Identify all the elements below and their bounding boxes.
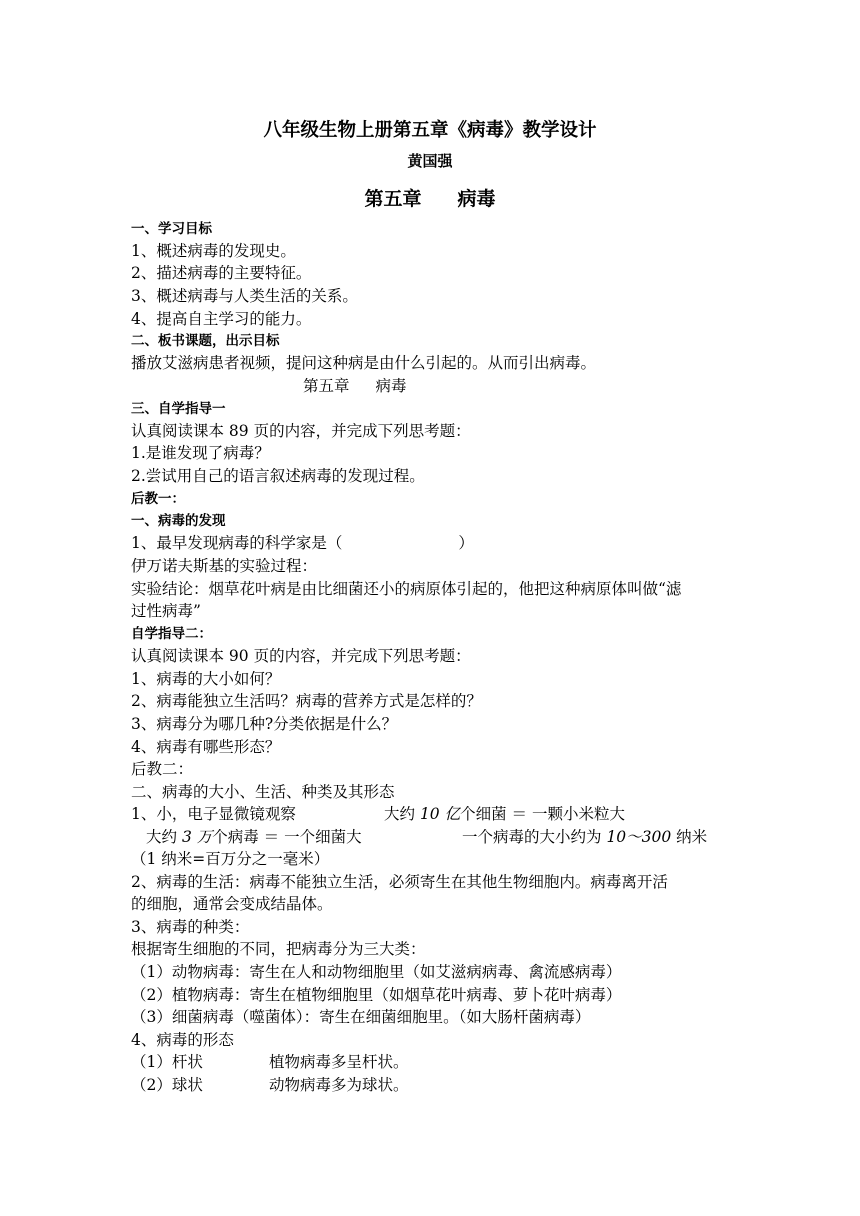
text-span: 个病毒 ＝ 一个细菌大 <box>212 828 362 846</box>
text-line: 后教二： <box>131 760 194 778</box>
italic-number: 10～300 <box>606 828 672 846</box>
text-line: 1.是谁发现了病毒？ <box>131 444 270 462</box>
text-line: 2、病毒能独立生活吗？病毒的营养方式是怎样的？ <box>131 692 482 710</box>
blank-close: ） <box>458 534 474 552</box>
text-line: 二、病毒的大小、生活、种类及其形态 <box>131 783 395 801</box>
text-line: 植物病毒多呈杆状。 <box>269 1053 409 1071</box>
text-line: （3）细菌病毒（噬菌体）：寄生在细菌细胞里。（如大肠杆菌病毒） <box>131 1008 591 1026</box>
section-heading: 一、学习目标 <box>131 221 212 237</box>
board-chapter <box>303 375 407 397</box>
text-line: 1、概述病毒的发现史。 <box>131 242 296 260</box>
section-heading: 一、病毒的发现 <box>131 513 226 529</box>
text-line: 4、病毒有哪些形态？ <box>131 738 281 756</box>
italic-number: 3 万 <box>181 828 213 846</box>
text-span: 大约 <box>146 828 182 846</box>
chapter-heading <box>0 184 860 211</box>
section-heading: 自学指导二： <box>131 626 212 642</box>
text-line: 2.尝试用自己的语言叙述病毒的发现过程。 <box>131 467 425 485</box>
text-line: 伊万诺夫斯基的实验过程： <box>131 557 318 575</box>
text-line: （1）动物病毒：寄生在人和动物细胞里（如艾滋病病毒、禽流感病毒） <box>131 963 622 981</box>
text-line: （2）球状 <box>131 1076 203 1094</box>
text-line: （2）植物病毒：寄生在植物细胞里（如烟草花叶病毒、萝卜花叶病毒） <box>131 986 622 1004</box>
text-line: 3、概述病毒与人类生活的关系。 <box>131 287 358 305</box>
size-comparison <box>146 826 362 848</box>
board-chapter-number: 第五章 <box>303 377 350 395</box>
question-text: 1、最早发现病毒的科学家是（ <box>131 534 343 552</box>
text-line: 动物病毒多为球状。 <box>269 1076 409 1094</box>
document-title: 八年级生物上册第五章《病毒》教学设计 <box>263 120 597 141</box>
chapter-number: 第五章 <box>364 188 422 210</box>
board-chapter-name: 病毒 <box>375 377 407 395</box>
text-line: 的细胞，通常会变成结晶体。 <box>131 895 333 913</box>
text-line: 认真阅读课本 90 页的内容，并完成下列思考题： <box>131 647 471 665</box>
text-line: （1）杆状 <box>131 1053 203 1071</box>
text-line: 2、病毒的生活：病毒不能独立生活，必须寄生在其他生物细胞内。病毒离开活 <box>131 873 668 891</box>
text-line: 4、提高自主学习的能力。 <box>131 310 312 328</box>
text-line <box>131 532 474 554</box>
section-heading: 二、板书课题，出示目标 <box>131 333 280 349</box>
text-line: 1、病毒的大小如何？ <box>131 670 281 688</box>
text-line: 认真阅读课本 89 页的内容，并完成下列思考题： <box>131 422 471 440</box>
text-line: 过性病毒” <box>131 602 201 620</box>
text-span: 纳米 <box>671 828 708 846</box>
italic-number: 10 亿 <box>419 805 461 823</box>
text-line: 2、描述病毒的主要特征。 <box>131 264 312 282</box>
size-comparison <box>384 803 625 825</box>
text-line: 3、病毒的种类： <box>131 918 250 936</box>
text-line: 1、小，电子显微镜观察 <box>131 805 296 823</box>
text-line: 根据寄生细胞的不同，把病毒分为三大类： <box>131 940 426 958</box>
size-range <box>462 826 707 848</box>
chapter-name: 病毒 <box>457 188 496 210</box>
section-heading: 后教一： <box>131 491 185 507</box>
text-line: 播放艾滋病患者视频，提问这种病是由什么引起的。从而引出病毒。 <box>131 354 597 372</box>
author-name: 黄国强 <box>407 152 453 170</box>
text-line: （1 纳米=百万分之一毫米） <box>131 850 330 868</box>
text-line: 实验结论：烟草花叶病是由比细菌还小的病原体引起的，他把这种病原体叫做“滤 <box>131 580 682 598</box>
text-span: 个细菌 ＝ 一颗小米粒大 <box>460 805 625 823</box>
text-line: 3、病毒分为哪几种?分类依据是什么？ <box>131 715 398 733</box>
text-span: 一个病毒的大小约为 <box>462 828 607 846</box>
section-heading: 三、自学指导一 <box>131 401 226 417</box>
text-span: 大约 <box>384 805 420 823</box>
text-line: 4、病毒的形态 <box>131 1031 234 1049</box>
